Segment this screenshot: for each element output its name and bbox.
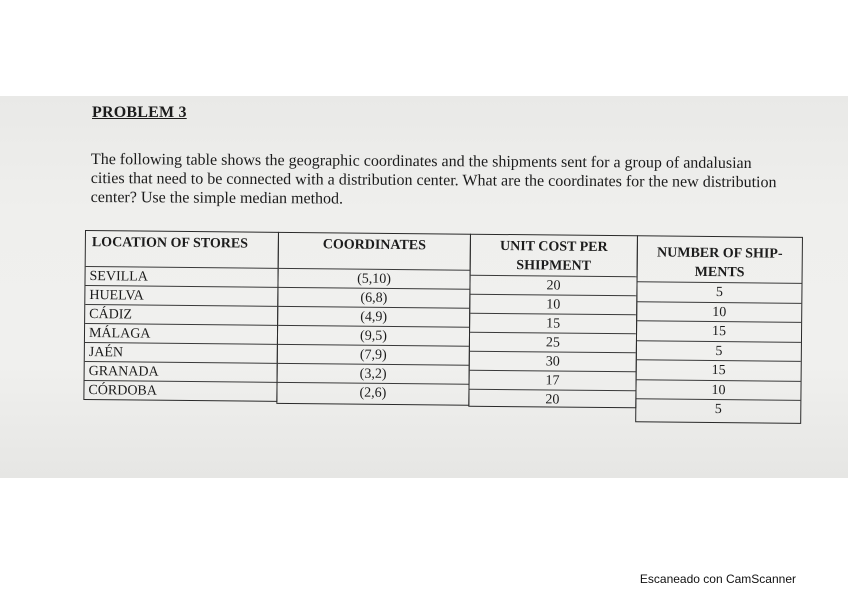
data-table <box>83 230 803 425</box>
header-unit-cost: UNIT COST PER SHIPMENT <box>499 238 608 274</box>
table-cell-shipments: 10 <box>636 379 800 401</box>
table-cell-unit-cost: 10 <box>470 294 636 316</box>
table-cell-coordinates: (2,6) <box>277 382 468 404</box>
table-cell-shipments: 15 <box>637 359 801 381</box>
table-cell-shipments: 5 <box>636 398 800 420</box>
scanner-watermark: Escaneado con CamScanner <box>639 572 796 586</box>
table-cell-unit-cost: 30 <box>470 351 636 373</box>
table-cell-shipments: 10 <box>637 301 801 323</box>
table-cell-location: HUELVA <box>85 285 277 307</box>
table-cell-coordinates: (3,2) <box>278 363 469 385</box>
table-cell-location: MÁLAGA <box>85 323 277 345</box>
problem-statement: The following table shows the geographic coordinates and the shipments sent for a group of andalusian cities that need to be connected with a distribution center. What are the coordinates for the new distribution center? Use the simple median method. <box>90 150 777 208</box>
column-unit-cost <box>468 234 638 409</box>
table-cell-coordinates: (9,5) <box>278 325 469 347</box>
header-location: LOCATION OF STORES <box>91 235 249 252</box>
column-location <box>83 230 279 402</box>
table-cell-coordinates: (5,10) <box>278 268 469 290</box>
problem-title: PROBLEM 3 <box>92 104 187 121</box>
table-cell-shipments: 15 <box>637 320 801 342</box>
table-cell-unit-cost: 25 <box>470 332 636 354</box>
table-cell-location: SEVILLA <box>85 266 277 288</box>
table-cell-location: GRANADA <box>85 361 277 383</box>
table-cell-location: CÓRDOBA <box>84 380 276 402</box>
header-shipments: NUMBER OF SHIP-MENTS <box>656 245 783 281</box>
table-cell-shipments: 5 <box>637 340 801 362</box>
table-cell-location: JAÉN <box>85 342 277 364</box>
table-cell-unit-cost: 15 <box>470 313 636 335</box>
table-cell-unit-cost: 17 <box>469 370 635 392</box>
table-cell-unit-cost: 20 <box>469 389 635 411</box>
table-cell-coordinates: (4,9) <box>278 306 469 328</box>
table-cell-coordinates: (6,8) <box>278 287 469 309</box>
header-coordinates: COORDINATES <box>322 237 427 254</box>
table-cell-location: CÁDIZ <box>85 304 277 326</box>
table-cell-shipments: 5 <box>637 281 801 303</box>
table-cell-unit-cost: 20 <box>470 275 636 297</box>
column-coordinates <box>276 232 471 406</box>
table-cell-coordinates: (7,9) <box>278 344 469 366</box>
column-shipments <box>635 235 803 424</box>
